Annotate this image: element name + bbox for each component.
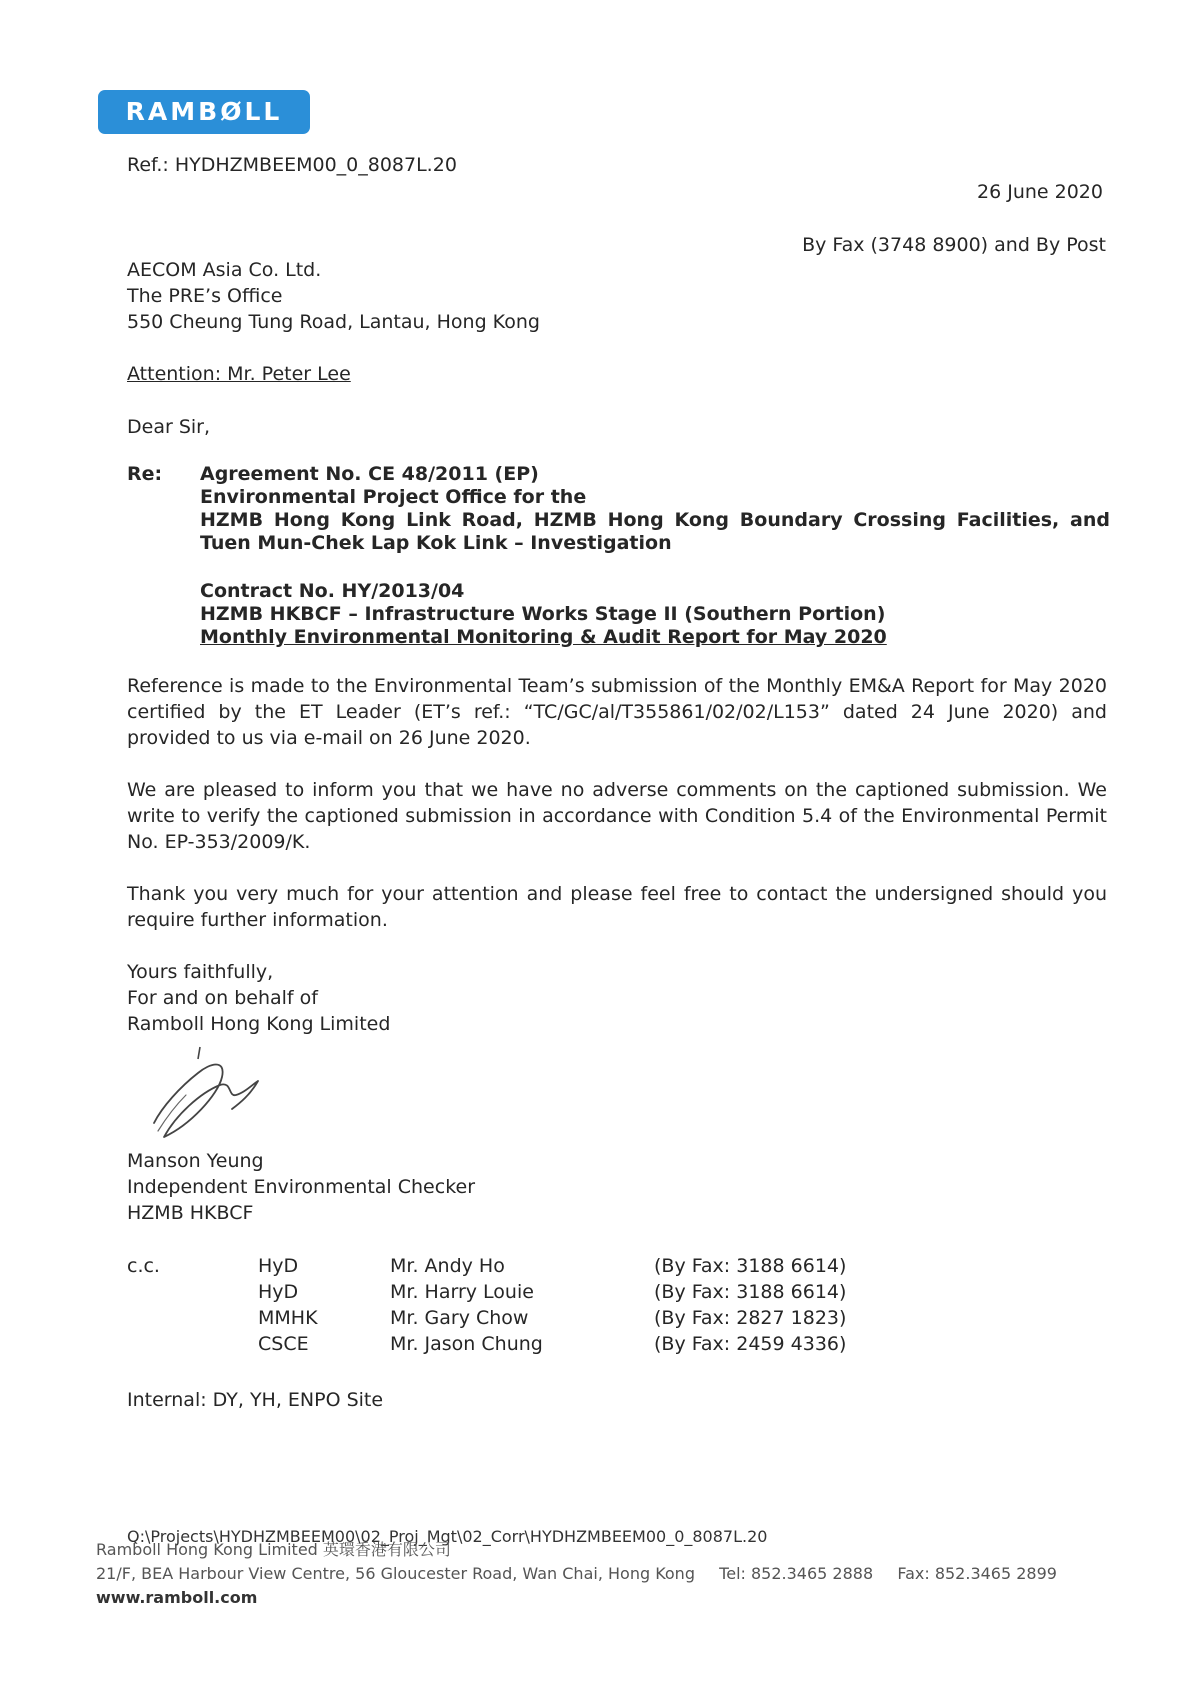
footer-address-line [96, 1563, 1057, 1585]
cc-org: MMHK [258, 1307, 318, 1329]
cc-fax: (By Fax: 3188 6614) [654, 1281, 847, 1303]
footer-fax: Fax: 852.3465 2899 [897, 1564, 1057, 1583]
contract-block [200, 580, 887, 649]
cc-fax: (By Fax: 3188 6614) [654, 1255, 847, 1277]
cc-name: Mr. Andy Ho [390, 1255, 505, 1277]
cc-label: c.c. [127, 1255, 160, 1277]
closing-block [127, 959, 390, 1037]
footer-company: Ramboll Hong Kong Limited 英環香港有限公司 [96, 1540, 451, 1559]
paragraph-text: Reference is made to the Environmental Team’s submission of the Monthly EM&A Report for May 2020 certified by the ET Leader (ET’s ref.: “TC/GC/al/T355861/02/02/L153” dated 24 June 2020) and provided to us via e-mail on 26 June 2020. [127, 675, 1107, 749]
letter-date: 26 June 2020 [977, 181, 1103, 203]
salutation: Dear Sir, [127, 416, 211, 438]
cc-name: Mr. Gary Chow [390, 1307, 529, 1329]
body-paragraph [127, 777, 1107, 855]
cc-org: CSCE [258, 1333, 309, 1355]
signer-name: Manson Yeung [127, 1150, 264, 1172]
address-line: 550 Cheung Tung Road, Lantau, Hong Kong [127, 311, 540, 333]
contract-line: HZMB HKBCF – Infrastructure Works Stage II (Southern Portion) [200, 603, 886, 625]
cc-name: Mr. Jason Chung [390, 1333, 543, 1355]
file-path: Q:\Projects\HYDHZMBEEM00\02_Proj_Mgt\02_Corr\HYDHZMBEEM00_0_8087L.20 [127, 1527, 768, 1546]
recipient-address [127, 257, 540, 335]
cc-org: HyD [258, 1255, 299, 1277]
body-paragraph [127, 881, 1107, 933]
agreement-line: Tuen Mun-Chek Lap Kok Link – Investigation [200, 532, 672, 554]
agreement-block [200, 463, 1110, 555]
closing-line: For and on behalf of [127, 987, 318, 1009]
attention-line: Attention: Mr. Peter Lee [127, 363, 351, 385]
address-line: The PRE’s Office [127, 285, 283, 307]
cc-table [258, 1253, 846, 1357]
cc-row [258, 1279, 846, 1305]
re-label: Re: [127, 463, 163, 485]
agreement-line: Agreement No. CE 48/2011 (EP) [200, 463, 539, 485]
internal-distribution: Internal: DY, YH, ENPO Site [127, 1389, 384, 1411]
cc-row [258, 1253, 846, 1279]
closing-line: Yours faithfully, [127, 961, 274, 983]
signer-title: Independent Environmental Checker [127, 1176, 476, 1198]
address-line: AECOM Asia Co. Ltd. [127, 259, 322, 281]
paragraph-text: We are pleased to inform you that we have no adverse comments on the captioned submission. We write to verify the captioned submission in accordance with Condition 5.4 of the Environmental Permit No. EP-353/2009/K. [127, 779, 1107, 853]
agreement-line: Environmental Project Office for the [200, 486, 587, 508]
report-title: Monthly Environmental Monitoring & Audit Report for May 2020 [200, 626, 887, 648]
cc-fax: (By Fax: 2459 4336) [654, 1333, 847, 1355]
signature [140, 1045, 280, 1145]
footer-tel: Tel: 852.3465 2888 [719, 1564, 874, 1583]
cc-row [258, 1331, 846, 1357]
body-paragraph [127, 673, 1107, 751]
signer-project: HZMB HKBCF [127, 1202, 254, 1224]
cc-org: HyD [258, 1281, 299, 1303]
footer-website[interactable]: www.ramboll.com [96, 1588, 258, 1607]
paragraph-text: Thank you very much for your attention and please feel free to contact the undersigned should you require further information. [127, 883, 1107, 931]
agreement-line: HZMB Hong Kong Link Road, HZMB Hong Kong Boundary Crossing Facilities, and [200, 509, 1110, 531]
cc-row [258, 1305, 846, 1331]
signer-block [127, 1148, 475, 1226]
contract-line: Contract No. HY/2013/04 [200, 580, 465, 602]
footer-address: 21/F, BEA Harbour View Centre, 56 Gloucester Road, Wan Chai, Hong Kong [96, 1564, 695, 1583]
cc-name: Mr. Harry Louie [390, 1281, 534, 1303]
delivery-method: By Fax (3748 8900) and By Post [802, 234, 1106, 256]
closing-line: Ramboll Hong Kong Limited [127, 1013, 391, 1035]
company-logo: RAMBØLL [98, 90, 310, 134]
cc-fax: (By Fax: 2827 1823) [654, 1307, 847, 1329]
reference-number: Ref.: HYDHZMBEEM00_0_8087L.20 [127, 154, 457, 176]
